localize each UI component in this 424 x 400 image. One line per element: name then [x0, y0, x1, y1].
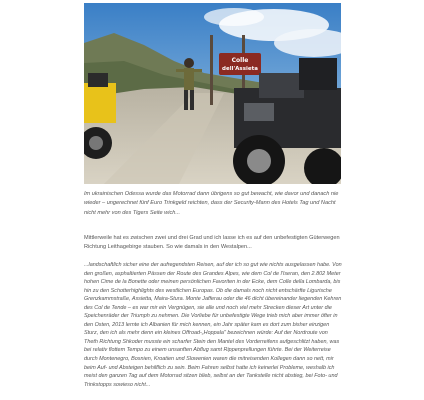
sign-line-1: Colle — [231, 57, 249, 64]
paragraph-1: Mittlerweile hat es zwischen zwei und drei Grad und ich lasse ich es auf den unbefestigten Güterwegen Richtung Leithagebirge stauben. So wie damals in den Westalpen... — [84, 235, 340, 251]
paragraph-2: ...landschaftlich sicher eine der aufregendsten Reisen, auf der ich so gut wie nichts ausgelassen habe. Von den großen, asphaltierten Pässen der Route des Grandes Alpes, wie dem Col de l'Iseran, den 2.802 Meter hohen Cime de la Bonette oder meinen persönlichen Favoriten in der Ecke, dem Colle della Lombarda, bis hin zu den Schotterhighlights des westlichen Europas. Ob die damals noch nicht entschärfte Ligurische Grenzkammstraße, Assietta, Maira-Stura. Monte Jafferau oder die 46 dicht übereinander liegenden Kehren des Col de Tende – es war mir ein Vergnügen, sie alle und noch viel mehr Strecken dieser Art unter die Speichenräder der Triumph zu nehmen. Die Vorliebe für unbefestigte Wege trieb mich aber immer öfter in den Osten, 2013 lernte ich Albanien für mich kennen, ein Jahr später kam es dort zum bisher einzigen Sturz, den ich als mehr denn ein kleines Offroad-„Hoppala" bezeichnen würde: Auf der Nordroute von Theth Richtung Shkoder musste ein scharfer Stein den Mantel des Vorderreifens aufgeschlitzt haben, was bei relativ flottem Tempo zu einem unsanften Abflug samt Rippenprellungen führte. Bei der Weiterreise durch Montenegro, Bosnien, Kroatien und Slowenien waren die mitreisenden Kollegen dann so nett, mir beim Auf- und Absteigen behilflich zu sein. Beim Fahren selbst hatte ich keinerlei Probleme, weshalb ich meist den ganzen Tag auf dem Motorrad sitzen blieb, selbst an der Tankstelle nicht abstieg, bei Foto- und Trinkstopps sowieso nicht... — [84, 262, 342, 388]
blog-photo — [84, 3, 341, 184]
sign-line-2: dell'Assieta — [222, 66, 258, 72]
photo-caption: Im ukrainischen Odessa wurde das Motorrad dann übrigens so gut bewacht, wie davor und danach nie wieder – ungerechnet fünf Euro Trinkgeld reichten, dass der Security-Mann des Hotels Tag und Nacht nicht mehr von des Tigers Seite wich... — [84, 191, 339, 216]
photo-illustration — [84, 3, 341, 184]
motorcycle-left — [84, 73, 116, 159]
